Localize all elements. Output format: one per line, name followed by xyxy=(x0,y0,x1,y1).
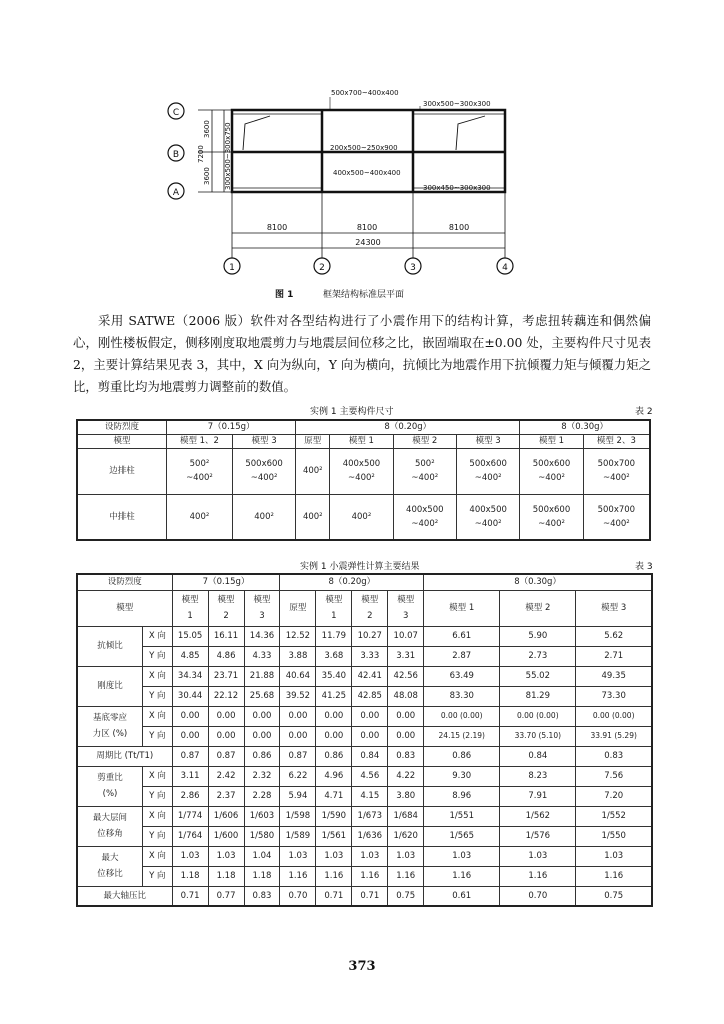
table3-cell: 0.83 xyxy=(244,886,280,906)
table3-cell: 0.83 xyxy=(388,746,424,766)
total-span-label: 24300 xyxy=(355,238,381,247)
table3 xyxy=(76,573,653,907)
table3-cell: 1/620 xyxy=(388,826,424,846)
table3-cell: 39.52 xyxy=(280,686,316,706)
table3-cell: 1.03 xyxy=(172,846,208,866)
table3-cell: 0.00 xyxy=(172,706,208,726)
table3-cell: Y 向 xyxy=(143,686,173,706)
beam-label: 200x500~250x900 xyxy=(330,144,398,152)
table3-cell: 6.22 xyxy=(280,766,316,786)
table2-title: 实例 1 主要构件尺寸 xyxy=(310,407,394,417)
table2-cell: 模型 2 xyxy=(393,434,456,448)
table3-cell: 1.16 xyxy=(576,866,652,886)
table3-cell: 5.90 xyxy=(500,626,576,646)
table3-cell: 15.05 xyxy=(172,626,208,646)
table3-cell: 1/606 xyxy=(208,806,244,826)
table3-cell: 模型 1 xyxy=(172,590,208,626)
table3-cell: 8（0.30g） xyxy=(424,574,652,590)
axis-1-label: 1 xyxy=(229,263,235,273)
figure-caption: 框架结构标准层平面 xyxy=(323,290,405,300)
table3-cell: 24.15 (2.19) xyxy=(424,726,500,746)
table2-cell: 模型 3 xyxy=(456,434,519,448)
table2-cell: 500x600 ~400² xyxy=(520,448,583,494)
table3-cell: 0.77 xyxy=(208,886,244,906)
table3-cell: 1/764 xyxy=(172,826,208,846)
table3-cell: 4.85 xyxy=(172,646,208,666)
table3-cell: 最大 位移比 xyxy=(77,846,143,886)
table3-cell: 48.08 xyxy=(388,686,424,706)
table3-cell: 21.88 xyxy=(244,666,280,686)
axis-4-label: 4 xyxy=(502,263,508,273)
table3-cell: 1.03 xyxy=(388,846,424,866)
table3-cell: 33.70 (5.10) xyxy=(500,726,576,746)
table3-cell: 2.86 xyxy=(172,786,208,806)
table3-cell: Y 向 xyxy=(143,786,173,806)
table3-cell: 0.00 xyxy=(208,726,244,746)
table3-cell: 41.25 xyxy=(316,686,352,706)
beam-label: 300x500~300x750 xyxy=(224,122,232,190)
table3-cell: Y 向 xyxy=(143,646,173,666)
table3-cell: X 向 xyxy=(143,626,173,646)
table3-cell: 最大轴压比 xyxy=(77,886,172,906)
table2-cell: 400² xyxy=(296,448,330,494)
table3-cell: 0.71 xyxy=(352,886,388,906)
table3-cell: 35.40 xyxy=(316,666,352,686)
table3-cell: 1/580 xyxy=(244,826,280,846)
table2-cell: 400² xyxy=(330,494,393,540)
table3-cell: 0.86 xyxy=(424,746,500,766)
table3-cell: 1.03 xyxy=(576,846,652,866)
figure-number: 图 1 xyxy=(275,290,294,300)
table3-cell: 16.11 xyxy=(208,626,244,646)
table3-cell: 1/636 xyxy=(352,826,388,846)
table3-cell: 5.94 xyxy=(280,786,316,806)
table3-cell: 1.03 xyxy=(208,846,244,866)
table3-cell: 1/576 xyxy=(500,826,576,846)
table3-cell: 设防烈度 xyxy=(77,574,172,590)
table3-cell: 12.52 xyxy=(280,626,316,646)
axis-c-label: C xyxy=(172,108,180,118)
table2-cell: 500x600 ~400² xyxy=(520,494,583,540)
axis-3-label: 3 xyxy=(410,263,416,273)
table3-cell: 0.00 xyxy=(388,706,424,726)
table3-cell: 0.84 xyxy=(352,746,388,766)
table3-cell: 0.70 xyxy=(280,886,316,906)
table3-cell: 模型 3 xyxy=(244,590,280,626)
table3-cell: 11.79 xyxy=(316,626,352,646)
table3-cell: 0.75 xyxy=(576,886,652,906)
table3-cell: 1.03 xyxy=(280,846,316,866)
table3-cell: 14.36 xyxy=(244,626,280,646)
table3-cell: 2.71 xyxy=(576,646,652,666)
table3-cell: 0.70 xyxy=(500,886,576,906)
table2-cell: 400x500 ~400² xyxy=(393,494,456,540)
table3-cell: 7.20 xyxy=(576,786,652,806)
table3-cell: 0.71 xyxy=(172,886,208,906)
table3-cell: 0.00 xyxy=(208,706,244,726)
table3-cell: 1.04 xyxy=(244,846,280,866)
table3-cell: 0.00 xyxy=(244,726,280,746)
table3-cell: 抗倾比 xyxy=(77,626,143,666)
table3-cell: 1/561 xyxy=(316,826,352,846)
table3-cell: 42.85 xyxy=(352,686,388,706)
table3-cell: 2.73 xyxy=(500,646,576,666)
table3-cell: X 向 xyxy=(143,846,173,866)
table3-cell: 7.91 xyxy=(500,786,576,806)
table3-cell: 3.33 xyxy=(352,646,388,666)
table2-cell: 500x700 ~400² xyxy=(583,494,650,540)
table2-cell: 500² ~400² xyxy=(393,448,456,494)
table3-cell: 0.00 (0.00) xyxy=(576,706,652,726)
table2-cell: 500² ~400² xyxy=(167,448,233,494)
dimension-label: 3600 xyxy=(203,167,211,185)
table3-cell: 2.42 xyxy=(208,766,244,786)
table3-cell: 1/600 xyxy=(208,826,244,846)
table3-cell: 1/590 xyxy=(316,806,352,826)
beam-label: 500x700~400x400 xyxy=(331,89,399,97)
dimension-label: 7200 xyxy=(197,145,205,163)
table3-cell: 1.16 xyxy=(316,866,352,886)
table3-cell: 4.56 xyxy=(352,766,388,786)
table3-cell: 4.15 xyxy=(352,786,388,806)
table3-cell: 23.71 xyxy=(208,666,244,686)
table2-cell: 7（0.15g） xyxy=(167,420,296,434)
table3-cell: 0.84 xyxy=(500,746,576,766)
table3-cell: 9.30 xyxy=(424,766,500,786)
table3-cell: 剪重比 (%) xyxy=(77,766,143,806)
table3-cell: 3.11 xyxy=(172,766,208,786)
table3-cell: 1/550 xyxy=(576,826,652,846)
table3-cell: 4.22 xyxy=(388,766,424,786)
table3-cell: 3.80 xyxy=(388,786,424,806)
table3-cell: 2.28 xyxy=(244,786,280,806)
table3-cell: 1/598 xyxy=(280,806,316,826)
table3-cell: 0.00 xyxy=(388,726,424,746)
table3-cell: 模型 3 xyxy=(388,590,424,626)
table3-cell: 1.03 xyxy=(316,846,352,866)
table3-cell: 22.12 xyxy=(208,686,244,706)
table3-cell: 81.29 xyxy=(500,686,576,706)
table3-cell: 8（0.20g） xyxy=(280,574,424,590)
table2-cell: 8（0.30g） xyxy=(520,420,650,434)
table3-cell: 0.83 xyxy=(576,746,652,766)
table2-cell: 400x500 ~400² xyxy=(456,494,519,540)
table3-cell: 1/565 xyxy=(424,826,500,846)
table2-cell: 400² xyxy=(167,494,233,540)
table3-cell: 模型 2 xyxy=(208,590,244,626)
table2-cell: 500x600 ~400² xyxy=(232,448,295,494)
table2-cell: 模型 1 xyxy=(520,434,583,448)
table2-cell: 400² xyxy=(232,494,295,540)
table3-cell: 40.64 xyxy=(280,666,316,686)
table3-cell: 2.32 xyxy=(244,766,280,786)
table3-cell: 10.27 xyxy=(352,626,388,646)
table2-number: 表 2 xyxy=(635,407,653,417)
table3-cell: 1/551 xyxy=(424,806,500,826)
table3-cell: 3.88 xyxy=(280,646,316,666)
table3-cell: 0.00 xyxy=(280,706,316,726)
table3-cell: 7.56 xyxy=(576,766,652,786)
table3-cell: 0.00 xyxy=(352,706,388,726)
table3-cell: 基底零应 力区 (%) xyxy=(77,706,143,746)
table3-cell: 25.68 xyxy=(244,686,280,706)
table3-cell: 0.00 xyxy=(316,706,352,726)
table3-cell: 原型 xyxy=(280,590,316,626)
table2-cell: 500x600 ~400² xyxy=(456,448,519,494)
table2-cell: 模型 2、3 xyxy=(583,434,650,448)
table3-cell: 0.86 xyxy=(316,746,352,766)
table3-cell: 1/589 xyxy=(280,826,316,846)
table3-cell: X 向 xyxy=(143,666,173,686)
table3-cell: 1.16 xyxy=(280,866,316,886)
table3-cell: 1.16 xyxy=(424,866,500,886)
table3-cell: 1.16 xyxy=(352,866,388,886)
table3-cell: 4.96 xyxy=(316,766,352,786)
floor-plan-figure xyxy=(0,0,724,300)
table3-cell: 0.00 xyxy=(316,726,352,746)
table3-cell: 1.18 xyxy=(172,866,208,886)
table3-cell: 42.41 xyxy=(352,666,388,686)
table3-cell: X 向 xyxy=(143,806,173,826)
table3-cell: 0.86 xyxy=(244,746,280,766)
table3-cell: 1/562 xyxy=(500,806,576,826)
table3-cell: 83.30 xyxy=(424,686,500,706)
table3-cell: 周期比 (Tt/T1) xyxy=(77,746,172,766)
table3-cell: 0.00 xyxy=(244,706,280,726)
table3-cell: 模型 1 xyxy=(424,590,500,626)
table3-cell: 0.00 xyxy=(280,726,316,746)
table3-cell: 刚度比 xyxy=(77,666,143,706)
table3-cell: 1.03 xyxy=(500,846,576,866)
page-number: 373 xyxy=(348,959,376,974)
table3-cell: 模型 1 xyxy=(316,590,352,626)
table2-cell: 400² xyxy=(296,494,330,540)
table3-cell: 49.35 xyxy=(576,666,652,686)
table3-cell: 0.87 xyxy=(208,746,244,766)
table3-cell: 33.91 (5.29) xyxy=(576,726,652,746)
span-label: 8100 xyxy=(356,223,378,232)
table3-cell: 2.87 xyxy=(424,646,500,666)
table3-cell: 7（0.15g） xyxy=(172,574,280,590)
table3-cell: 模型 2 xyxy=(500,590,576,626)
table3-cell: 8.23 xyxy=(500,766,576,786)
table3-cell: 4.71 xyxy=(316,786,352,806)
table3-cell: 1/552 xyxy=(576,806,652,826)
table2-cell: 8（0.20g） xyxy=(296,420,520,434)
table3-cell: 2.37 xyxy=(208,786,244,806)
table3-cell: 30.44 xyxy=(172,686,208,706)
table3-cell: 1/603 xyxy=(244,806,280,826)
body-paragraph: 采用 SATWE（2006 版）软件对各型结构进行了小震作用下的结构计算，考虑扭转藕连和偶然偏心，刚性楼板假定，侧移刚度取地震剪力与地震层间位移之比，嵌固端取在±0.00 处，主要构件尺寸见表 2，主要计算结果见表 3，其中，X 向为纵向，Y 向为横向，抗倾比为地震作用下抗倾覆力矩与倾覆力矩之比，剪重比均为地震剪力调整前的数值。 xyxy=(73,313,651,394)
table3-cell: 0.00 xyxy=(352,726,388,746)
table2-cell: 原型 xyxy=(296,434,330,448)
table3-cell: 5.62 xyxy=(576,626,652,646)
span-label: 8100 xyxy=(266,223,288,232)
table3-cell: 1/673 xyxy=(352,806,388,826)
table3-cell: 最大层间 位移角 xyxy=(77,806,143,846)
table3-cell: 0.00 (0.00) xyxy=(500,706,576,726)
axis-b-label: B xyxy=(172,150,180,160)
table3-cell: Y 向 xyxy=(143,826,173,846)
table3-cell: 1.18 xyxy=(208,866,244,886)
table3-cell: 42.56 xyxy=(388,666,424,686)
table3-cell: 8.96 xyxy=(424,786,500,806)
table3-cell: 10.07 xyxy=(388,626,424,646)
table3-cell: 0.61 xyxy=(424,886,500,906)
table3-cell: 4.86 xyxy=(208,646,244,666)
table2-cell: 模型 xyxy=(77,434,167,448)
table2-cell: 中排柱 xyxy=(77,494,167,540)
table2-cell: 模型 3 xyxy=(232,434,295,448)
table3-cell: X 向 xyxy=(143,706,173,726)
table2-cell: 400x500 ~400² xyxy=(330,448,393,494)
table3-cell: 3.31 xyxy=(388,646,424,666)
axis-a-label: A xyxy=(172,188,180,198)
table3-cell: X 向 xyxy=(143,766,173,786)
beam-label: 300x500~300x300 xyxy=(423,100,491,108)
table2-cell: 500x700 ~400² xyxy=(583,448,650,494)
table3-cell: 模型 xyxy=(77,590,172,626)
table3-number: 表 3 xyxy=(635,562,653,572)
beam-label: 400x500~400x400 xyxy=(333,169,401,177)
table3-cell: 6.61 xyxy=(424,626,500,646)
table3-cell: 0.00 xyxy=(172,726,208,746)
span-label: 8100 xyxy=(448,223,470,232)
table2-cell: 设防烈度 xyxy=(77,420,167,434)
beam-label: 300x450~300x300 xyxy=(423,184,491,192)
table3-cell: 55.02 xyxy=(500,666,576,686)
table3-cell: 0.87 xyxy=(280,746,316,766)
table3-title: 实例 1 小震弹性计算主要结果 xyxy=(300,562,420,572)
table3-cell: 1.03 xyxy=(424,846,500,866)
table3-cell: 0.87 xyxy=(172,746,208,766)
dimension-label: 3600 xyxy=(203,120,211,138)
table3-cell: 63.49 xyxy=(424,666,500,686)
table3-cell: Y 向 xyxy=(143,866,173,886)
table3-cell: 4.33 xyxy=(244,646,280,666)
table3-cell: 1/684 xyxy=(388,806,424,826)
table3-cell: 73.30 xyxy=(576,686,652,706)
table3-cell: 1/774 xyxy=(172,806,208,826)
table3-cell: 1.16 xyxy=(388,866,424,886)
table3-cell: 3.68 xyxy=(316,646,352,666)
table3-cell: 1.18 xyxy=(244,866,280,886)
table3-cell: 模型 3 xyxy=(576,590,652,626)
table3-cell: 0.75 xyxy=(388,886,424,906)
table2-cell: 边排柱 xyxy=(77,448,167,494)
table3-cell: 34.34 xyxy=(172,666,208,686)
table3-cell: 1.03 xyxy=(352,846,388,866)
table3-cell: 0.00 (0.00) xyxy=(424,706,500,726)
table2-cell: 模型 1、2 xyxy=(167,434,233,448)
table2 xyxy=(76,419,651,541)
table3-cell: 模型 2 xyxy=(352,590,388,626)
table3-cell: 1.16 xyxy=(500,866,576,886)
axis-2-label: 2 xyxy=(319,263,325,273)
table3-cell: 0.71 xyxy=(316,886,352,906)
table2-cell: 模型 1 xyxy=(330,434,393,448)
table3-cell: Y 向 xyxy=(143,726,173,746)
